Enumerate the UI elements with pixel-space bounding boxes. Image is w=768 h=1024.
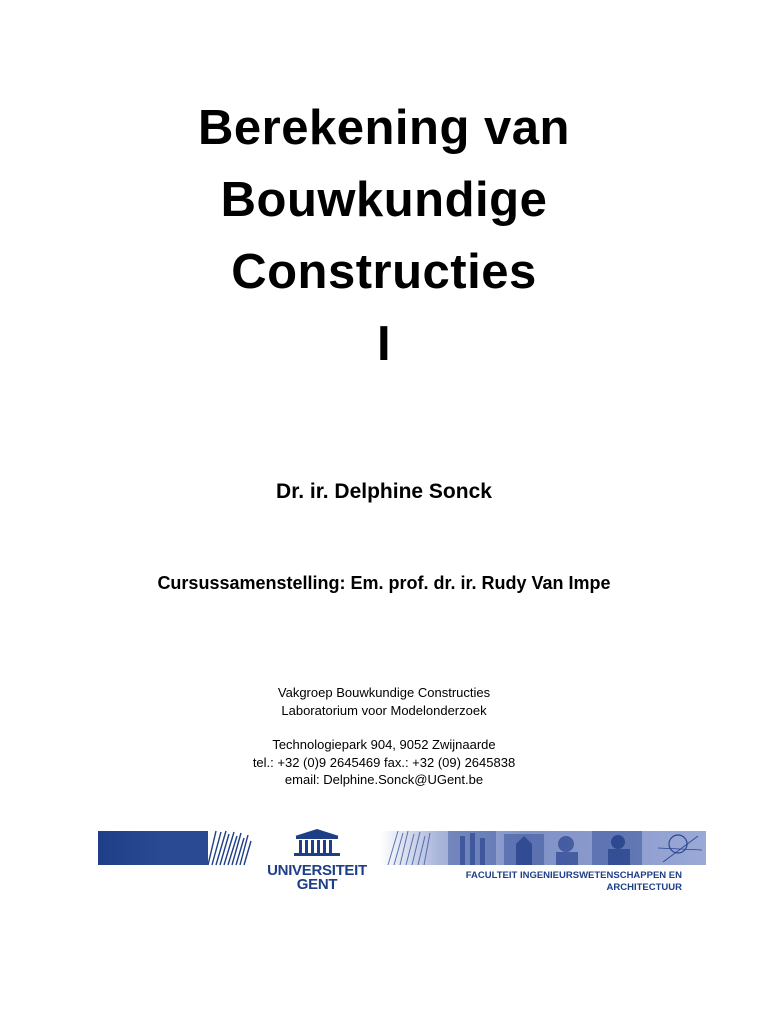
title-line-2: Bouwkundige [220, 173, 548, 227]
laboratory-name: Laboratorium voor Modelonderzoek [281, 702, 487, 718]
logo-banner [98, 828, 706, 898]
faculty-name-line2: ARCHITECTUUR [606, 882, 682, 893]
phone-fax: tel.: +32 (0)9 2645469 fax.: +32 (09) 2645838 [252, 754, 516, 770]
contact-block [0, 684, 768, 789]
title-line-3: Constructies [231, 245, 537, 299]
title-line-4: I [376, 317, 392, 371]
faculty-name-line1: FACULTEIT INGENIEURSWETENSCHAPPEN EN [465, 870, 682, 881]
department-name: Vakgroep Bouwkundige Constructies [277, 685, 491, 700]
email-address: email: Delphine.Sonck@UGent.be [284, 772, 484, 787]
university-name-line2: GENT [296, 876, 338, 893]
left-banner-graphic [98, 831, 251, 865]
author-name: Dr. ir. Delphine Sonck [276, 480, 492, 503]
university-name-line1: UNIVERSITEIT [267, 862, 367, 879]
contact-spacer [0, 719, 768, 736]
faculty-photo-banner [380, 831, 706, 865]
document-title [0, 92, 768, 380]
course-composer: Cursussamenstelling: Em. prof. dr. ir. Rudy Van Impe [157, 573, 611, 593]
university-temple-icon [294, 829, 340, 856]
title-line-1: Berekening van [198, 101, 570, 155]
postal-address: Technologiepark 904, 9052 Zwijnaarde [272, 737, 496, 752]
